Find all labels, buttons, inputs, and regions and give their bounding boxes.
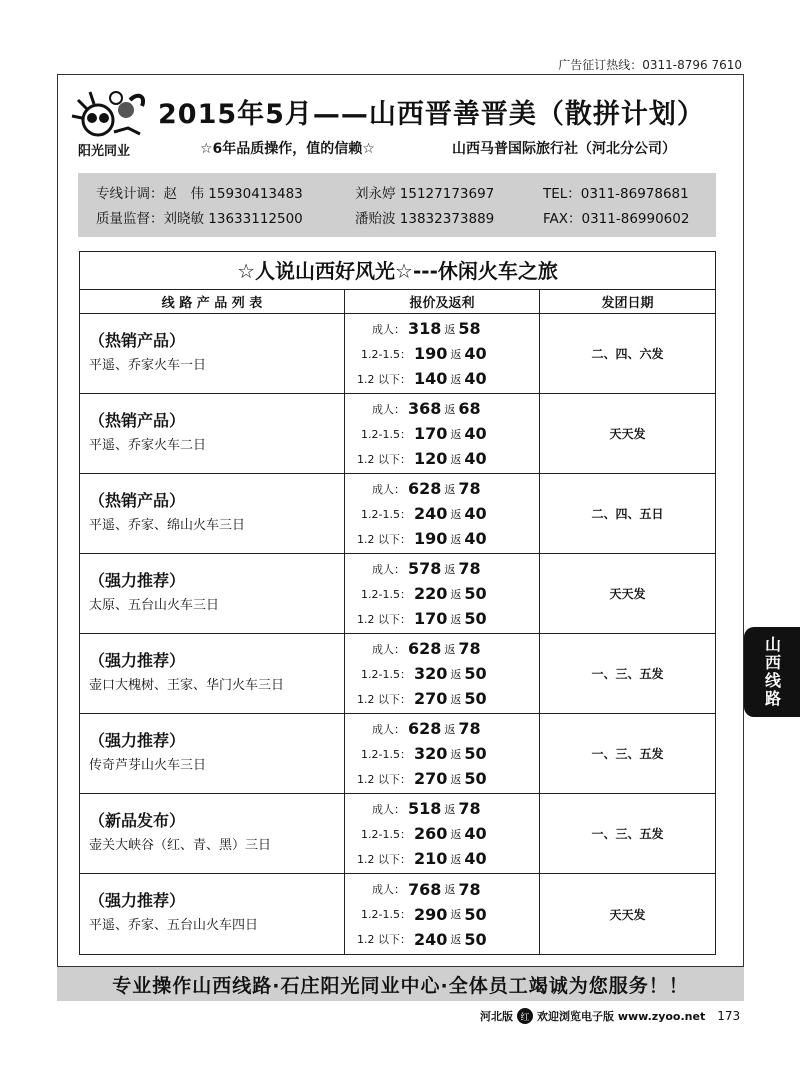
rebate-value: 40 <box>464 344 487 363</box>
price-line <box>345 606 539 631</box>
price-cell <box>345 794 540 873</box>
rebate-label: 返 <box>450 372 462 386</box>
rebate-value: 40 <box>464 424 487 443</box>
rebate-value: 50 <box>464 904 487 924</box>
rebate-label: 返 <box>450 612 462 626</box>
rebate-value: 50 <box>464 584 487 603</box>
price-value: 170 <box>414 424 448 443</box>
price-label: 1.2 以下： <box>357 933 411 946</box>
rebate-value: 50 <box>464 929 487 949</box>
table-row <box>80 634 715 714</box>
rebate-label: 返 <box>450 772 462 786</box>
price-label: 成人： <box>372 883 405 896</box>
column-header: 线 路 产 品 列 表 <box>80 290 345 313</box>
rebate-label: 返 <box>450 827 462 841</box>
route-tag: （强力推荐） <box>89 731 186 750</box>
price-line <box>345 316 539 341</box>
page-footer <box>480 1008 740 1024</box>
rebate-label: 返 <box>444 642 456 656</box>
rebate-value: 50 <box>464 609 487 628</box>
route-cell <box>80 394 345 473</box>
price-value: 628 <box>408 719 442 738</box>
rebate-label: 返 <box>450 427 462 441</box>
rebate-value: 40 <box>464 504 487 523</box>
price-line <box>345 796 539 821</box>
footer-banner: 专业操作山西线路·石庄阳光同业中心·全体员工竭诚为您服务！！ <box>57 966 744 1001</box>
route-name: 平遥、乔家、绵山火车三日 <box>89 518 246 533</box>
rebate-label: 返 <box>450 347 462 361</box>
price-value: 260 <box>414 824 448 843</box>
price-label: 1.2-1.5： <box>361 507 411 521</box>
price-line <box>345 556 539 581</box>
contact-cell: 质量监督：刘晓敏 13633112500 <box>96 210 303 227</box>
table-row <box>80 554 715 634</box>
price-line <box>345 877 539 902</box>
price-value: 768 <box>408 879 442 899</box>
price-line <box>345 476 539 501</box>
rebate-label: 返 <box>444 883 456 896</box>
route-name: 平遥、乔家火车二日 <box>89 438 207 453</box>
price-line <box>345 661 539 686</box>
price-value: 240 <box>414 929 448 949</box>
price-line <box>345 446 539 471</box>
rebate-value: 50 <box>464 744 487 763</box>
price-line <box>345 846 539 871</box>
logo-text: 阳光同业 <box>78 144 131 159</box>
route-name: 传奇芦芽山火车三日 <box>89 758 207 773</box>
rebate-value: 78 <box>458 639 481 658</box>
price-value: 140 <box>414 369 448 388</box>
route-name: 壶关大峡谷（红、青、黑）三日 <box>89 838 272 853</box>
price-line <box>345 501 539 526</box>
price-line <box>345 716 539 741</box>
rebate-value: 50 <box>464 664 487 683</box>
route-tag: （强力推荐） <box>89 651 186 670</box>
departure-date: 二、四、六发 <box>591 347 664 361</box>
price-label: 成人： <box>372 802 405 816</box>
edition-label: 河北版 <box>480 1010 513 1023</box>
route-cell <box>80 874 345 954</box>
contact-box <box>78 173 716 237</box>
page-headline: 2015年5月——山西晋善晋美（散拼计划） <box>158 99 705 130</box>
side-section-tab: 山西线路 <box>744 627 800 717</box>
contact-cell: FAX：0311-86990602 <box>543 210 690 227</box>
table-row <box>80 874 715 954</box>
route-tag: （热销产品） <box>89 331 186 350</box>
price-label: 成人： <box>372 402 405 416</box>
price-value: 368 <box>408 399 442 418</box>
price-label: 1.2 以下： <box>357 772 411 786</box>
price-value: 120 <box>414 449 448 468</box>
rebate-value: 68 <box>458 399 481 418</box>
price-cell <box>345 394 540 473</box>
price-value: 320 <box>414 664 448 683</box>
rebate-value: 40 <box>464 369 487 388</box>
table-row <box>80 474 715 554</box>
price-value: 190 <box>414 344 448 363</box>
price-label: 成人： <box>372 482 405 496</box>
rebate-label: 返 <box>450 587 462 601</box>
rebate-value: 78 <box>458 799 481 818</box>
route-tag: （热销产品） <box>89 491 186 510</box>
price-label: 成人： <box>372 642 405 656</box>
rebate-value: 40 <box>464 824 487 843</box>
price-line <box>345 902 539 927</box>
rebate-value: 78 <box>458 559 481 578</box>
contact-cell: 刘永婷 15127173697 <box>355 185 495 202</box>
price-line <box>345 766 539 791</box>
rebate-label: 返 <box>450 852 462 866</box>
rebate-label: 返 <box>450 452 462 466</box>
column-header: 发团日期 <box>601 296 654 311</box>
table-row <box>80 314 715 394</box>
tagline: ☆6年品质操作，值的信赖☆ <box>200 141 375 157</box>
price-label: 1.2-1.5： <box>361 908 411 921</box>
contact-cell: TEL：0311-86978681 <box>543 185 689 202</box>
price-label: 1.2 以下： <box>357 372 411 386</box>
price-label: 成人： <box>372 322 405 336</box>
rebate-value: 58 <box>458 319 481 338</box>
route-cell <box>80 634 345 713</box>
price-label: 1.2-1.5： <box>361 347 411 361</box>
rebate-value: 50 <box>464 689 487 708</box>
price-label: 1.2 以下： <box>357 692 411 706</box>
agency-name: 山西马普国际旅行社（河北分公司） <box>452 141 676 157</box>
price-line <box>345 686 539 711</box>
price-value: 220 <box>414 584 448 603</box>
hong-badge-icon: 红 <box>517 1008 533 1024</box>
departure-date: 天天发 <box>609 587 646 601</box>
departure-date: 一、三、五发 <box>591 667 664 681</box>
rebate-label: 返 <box>450 667 462 681</box>
route-tag: （强力推荐） <box>89 571 186 590</box>
rebate-label: 返 <box>450 532 462 546</box>
price-cell <box>345 554 540 633</box>
rebate-label: 返 <box>444 482 456 496</box>
rebate-label: 返 <box>444 402 456 416</box>
departure-date: 二、四、五日 <box>591 507 664 521</box>
rebate-label: 返 <box>444 322 456 336</box>
price-label: 1.2-1.5： <box>361 827 411 841</box>
rebate-label: 返 <box>444 562 456 576</box>
route-name: 平遥、乔家、五台山火车四日 <box>89 918 259 933</box>
route-cell <box>80 554 345 633</box>
price-cell <box>345 874 540 954</box>
rebate-label: 返 <box>450 908 462 921</box>
departure-date: 一、三、五发 <box>591 827 664 841</box>
route-tag: （强力推荐） <box>89 891 186 910</box>
price-cell <box>345 474 540 553</box>
contact-row <box>96 179 716 204</box>
table-row <box>80 714 715 794</box>
price-line <box>345 581 539 606</box>
price-label: 1.2-1.5： <box>361 747 411 761</box>
price-label: 1.2 以下： <box>357 852 411 866</box>
price-line <box>345 821 539 846</box>
price-value: 578 <box>408 559 442 578</box>
contact-row <box>96 204 716 229</box>
route-table <box>79 251 716 955</box>
price-cell <box>345 634 540 713</box>
price-cell <box>345 714 540 793</box>
price-line <box>345 927 539 952</box>
table-row <box>80 794 715 874</box>
price-value: 170 <box>414 609 448 628</box>
column-header: 报价及返利 <box>345 290 540 313</box>
price-value: 190 <box>414 529 448 548</box>
price-label: 1.2-1.5： <box>361 427 411 441</box>
price-line <box>345 366 539 391</box>
price-value: 628 <box>408 479 442 498</box>
route-tag: （热销产品） <box>89 411 186 430</box>
rebate-value: 78 <box>458 879 481 899</box>
route-cell <box>80 794 345 873</box>
table-header <box>80 290 715 314</box>
price-line <box>345 341 539 366</box>
rebate-value: 78 <box>458 479 481 498</box>
route-tag: （新品发布） <box>89 811 186 830</box>
departure-date: 一、三、五发 <box>591 747 664 761</box>
route-cell <box>80 714 345 793</box>
ad-hotline: 广告征订热线：0311-8796 7610 <box>558 58 742 72</box>
table-title: ☆人说山西好风光☆---休闲火车之旅 <box>80 252 715 290</box>
price-label: 1.2 以下： <box>357 452 411 466</box>
departure-date: 天天发 <box>609 907 646 922</box>
price-line <box>345 396 539 421</box>
price-line <box>345 421 539 446</box>
price-value: 290 <box>414 904 448 924</box>
rebate-label: 返 <box>450 747 462 761</box>
price-cell <box>345 314 540 393</box>
rebate-label: 返 <box>444 802 456 816</box>
contact-cell: 专线计调：赵 伟 15930413483 <box>96 185 303 202</box>
price-value: 270 <box>414 689 448 708</box>
rebate-label: 返 <box>450 933 462 946</box>
rebate-value: 50 <box>464 769 487 788</box>
price-line <box>345 636 539 661</box>
route-name: 太原、五台山火车三日 <box>89 598 220 613</box>
contact-cell: 潘贻波 13832373889 <box>355 210 495 227</box>
table-row <box>80 394 715 474</box>
rebate-value: 40 <box>464 449 487 468</box>
price-value: 270 <box>414 769 448 788</box>
rebate-label: 返 <box>450 692 462 706</box>
price-value: 318 <box>408 319 442 338</box>
price-value: 628 <box>408 639 442 658</box>
price-value: 518 <box>408 799 442 818</box>
price-value: 240 <box>414 504 448 523</box>
price-label: 1.2 以下： <box>357 612 411 626</box>
price-line <box>345 526 539 551</box>
price-label: 成人： <box>372 562 405 576</box>
route-cell <box>80 314 345 393</box>
price-label: 1.2-1.5： <box>361 667 411 681</box>
rebate-label: 返 <box>450 507 462 521</box>
price-line <box>345 741 539 766</box>
price-value: 320 <box>414 744 448 763</box>
rebate-value: 40 <box>464 529 487 548</box>
route-name: 平遥、乔家火车一日 <box>89 358 207 373</box>
route-name: 壶口大槐树、王家、华门火车三日 <box>89 678 285 693</box>
rebate-value: 40 <box>464 849 487 868</box>
page-number: 173 <box>717 1009 741 1023</box>
price-label: 1.2 以下： <box>357 532 411 546</box>
price-label: 1.2-1.5： <box>361 587 411 601</box>
route-cell <box>80 474 345 553</box>
departure-date: 天天发 <box>609 427 646 441</box>
price-value: 210 <box>414 849 448 868</box>
table-body <box>80 314 715 954</box>
site-text: 欢迎浏览电子版 www.zyoo.net <box>537 1010 706 1023</box>
rebate-value: 78 <box>458 719 481 738</box>
price-label: 成人： <box>372 722 405 736</box>
rebate-label: 返 <box>444 722 456 736</box>
